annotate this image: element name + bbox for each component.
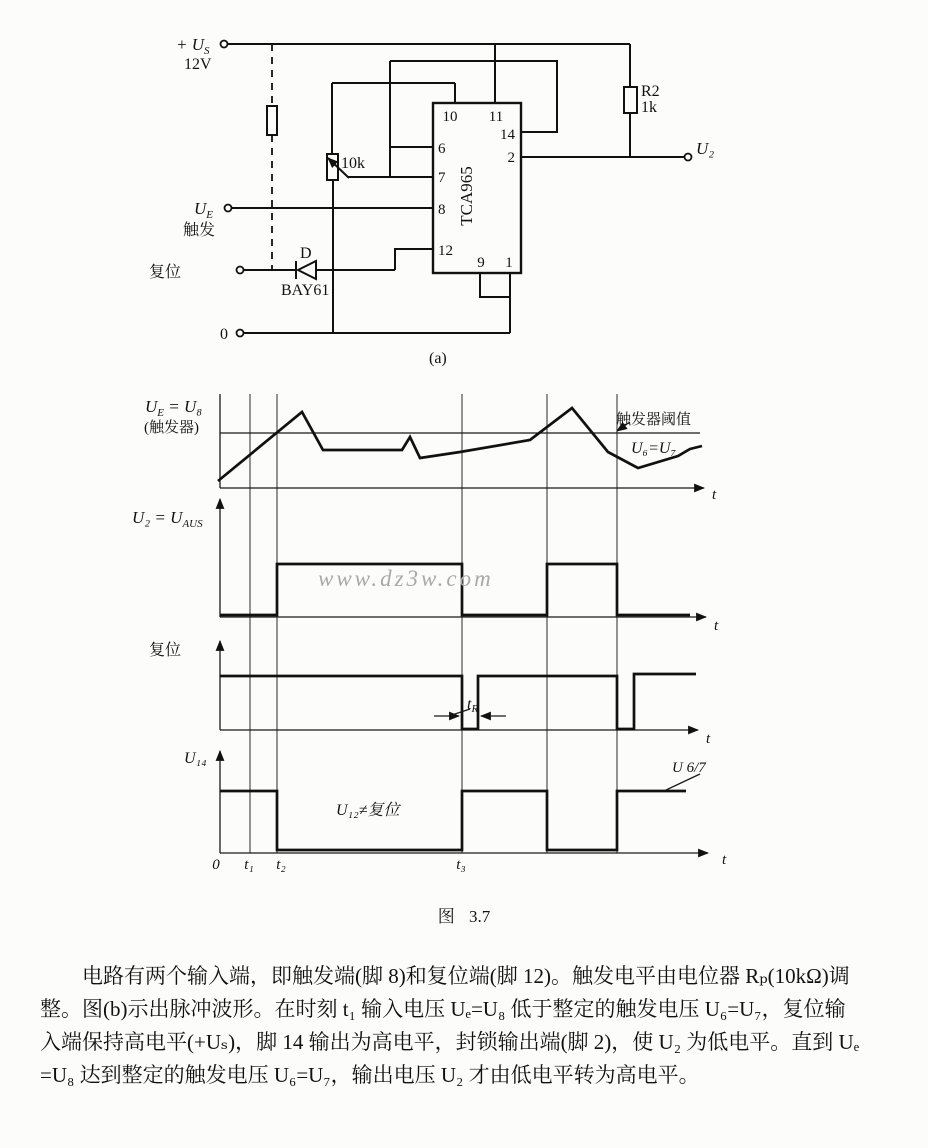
pin-6: 6 <box>438 141 446 157</box>
pot-value: 10k <box>341 155 365 172</box>
paragraph-line: 整。图(b)示出脉冲波形。在时刻 t₁ 输入电压 Uₑ=U₈ 低于整定的触发电压 U₆=U₇，复位输 <box>40 997 846 1021</box>
r2-value: 1k <box>641 99 657 116</box>
circuit-diagram-a <box>149 35 714 367</box>
pin-7: 7 <box>438 170 446 186</box>
w3-label: 复位 <box>149 642 182 659</box>
pin-14: 14 <box>500 127 515 143</box>
resistor-r2 <box>624 87 637 113</box>
w2-t-label: t <box>714 618 719 634</box>
figure-caption: 图 3.7 <box>437 907 491 926</box>
pin-8: 8 <box>438 202 446 218</box>
paragraph-line: =U₈ 达到整定的触发电压 U₆=U₇，输出电压 U₂ 才由低电平转为高电平。 <box>40 1063 700 1087</box>
r2-name: R2 <box>641 83 660 100</box>
tr-annotation <box>434 696 506 716</box>
trigger-label: 触发 <box>183 222 216 239</box>
tick-0: 0 <box>212 857 220 873</box>
supply-voltage: 12V <box>184 56 212 73</box>
supply-label: + $U_S$ <box>176 35 210 57</box>
w2-label: $U_2 = U_{AUS}$ <box>132 508 203 530</box>
pin-9: 9 <box>477 255 485 271</box>
pin-1: 1 <box>505 255 513 271</box>
w1-note: (触发器) <box>144 420 199 436</box>
pin-2: 2 <box>507 150 515 166</box>
w4-label: U₁₄ <box>184 750 207 767</box>
reset-label: 复位 <box>149 264 182 281</box>
threshold-eq: U₆=U₇ <box>631 440 677 457</box>
sub-caption-a: (a) <box>429 350 447 367</box>
ic-name: TCA965 <box>457 166 476 226</box>
diode-name: D <box>300 245 312 262</box>
zero-label: 0 <box>220 326 228 343</box>
axes <box>220 394 708 853</box>
waveform-reset <box>220 674 696 729</box>
output-label: U₂ <box>696 139 715 158</box>
body-text <box>40 960 890 1092</box>
pin-11: 11 <box>488 109 504 125</box>
tick-t2: t₂ <box>276 857 286 873</box>
output-terminal <box>685 154 692 161</box>
tr-label: tR <box>467 696 479 715</box>
diode-triangle <box>298 261 316 279</box>
supply-terminal <box>221 41 228 48</box>
dashed-link-body <box>267 106 277 135</box>
w3-t-label: t <box>706 731 711 747</box>
pin-12: 12 <box>438 243 453 259</box>
pin-10: 10 <box>442 109 458 125</box>
time-tick-labels <box>212 857 465 873</box>
w1-label: $U_E = U_8$ <box>145 397 203 419</box>
diode-part: BAY61 <box>281 282 330 299</box>
time-gridlines <box>250 394 617 853</box>
waveform-u14 <box>220 791 686 850</box>
tick-t3: t₃ <box>456 857 466 873</box>
reset-terminal <box>237 267 244 274</box>
paragraph-line: 入端保持高电平(+Uₛ)，脚 14 输出为高电平，封锁输出端(脚 2)，使 U₂ 为低电平。直到 Uₑ <box>40 1030 860 1054</box>
ue-terminal <box>225 205 232 212</box>
w4-note: U₁₂≠复位 <box>336 802 400 819</box>
waveform-diagram-b <box>132 394 727 873</box>
watermark: www.dz3w.com <box>318 566 494 591</box>
paragraph-line: 电路有两个输入端，即触发端(脚 8)和复位端(脚 12)。触发电平由电位器 Rₚ(10kΩ)调 <box>82 964 850 988</box>
u67-leader <box>666 774 700 790</box>
threshold-label: 触发器阈值 <box>616 412 692 428</box>
w1-t-label: t <box>712 487 717 503</box>
w4-t-label: t <box>722 852 727 868</box>
ue-label: $U_E$ <box>194 199 214 221</box>
zero-terminal <box>237 330 244 337</box>
u67-label: U 6/7 <box>672 760 706 776</box>
tick-t1: t₁ <box>244 857 254 873</box>
